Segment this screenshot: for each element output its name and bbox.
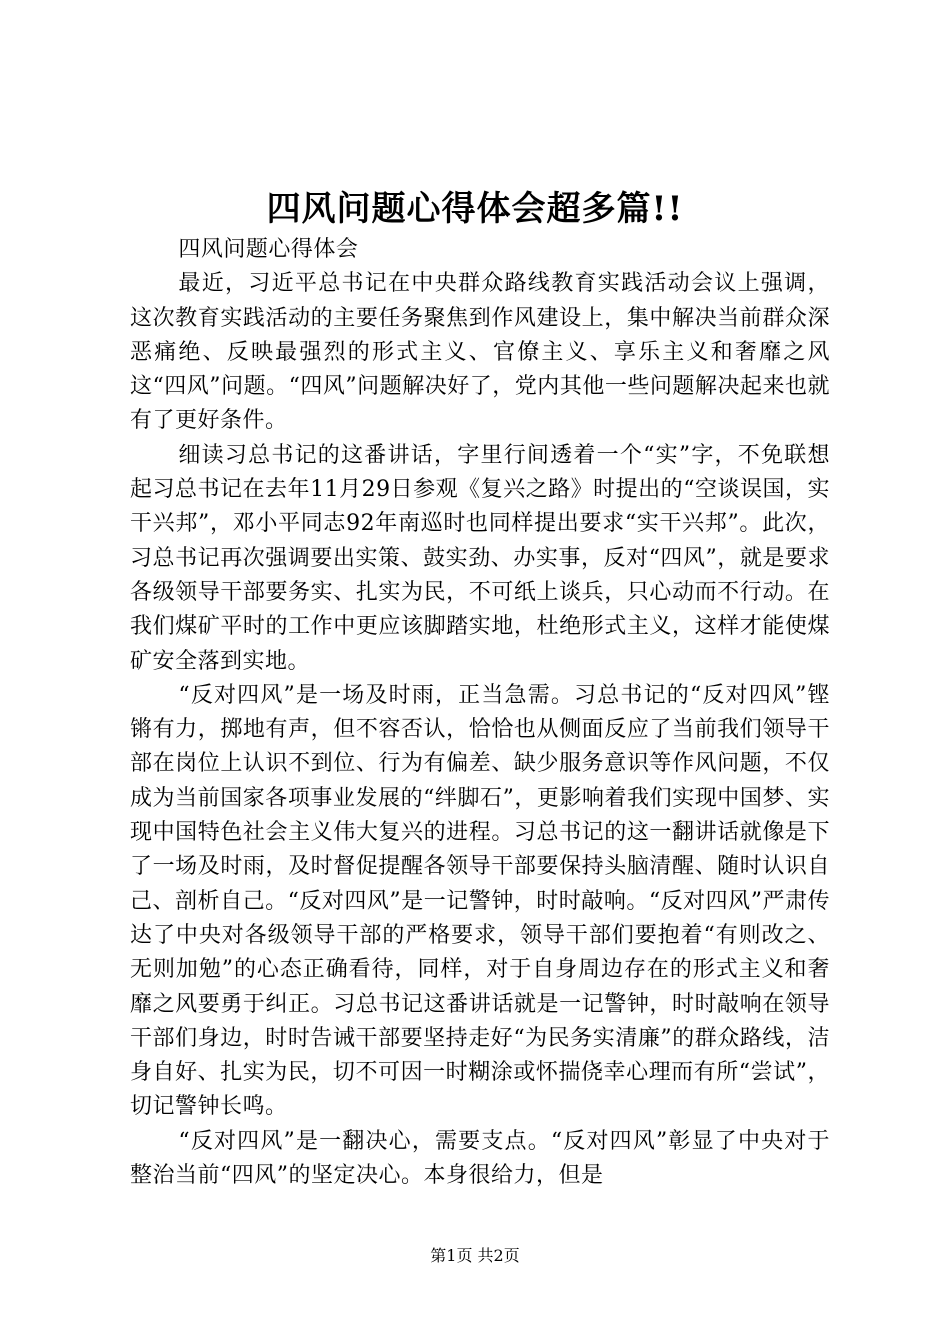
document-title: 四风问题心得体会超多篇!!	[266, 189, 684, 229]
section-subtitle: 四风问题心得体会	[178, 237, 359, 262]
paragraph-2: 细读习总书记的这番讲话，字里行间透着一个“实”字，不免联想起习总书记在去年11月29日参观《复兴之路》时提出的“空谈误国，实干兴邦”，邓小平同志92年南巡时也同样提出要求“实干兴邦”。此次，习总书记再次强调要出实策、鼓实劲、办实事，反对“四风”，就是要求各级领导干部要务实、扎实为民，不可纸上谈兵，只心动而不行动。在我们煤矿平时的工作中更应该脚踏实地，杜绝形式主义，这样才能使煤矿安全落到实地。	[130, 442, 830, 674]
paragraph-4: “反对四风”是一翻决心，需要支点。“反对四风”彰显了中央对于整治当前“四风”的坚定决心。本身很给力，但是	[130, 1128, 830, 1189]
page-number-footer: 第1页 共2页	[430, 1246, 520, 1265]
document-body	[130, 233, 830, 1193]
paragraph-1: 最近，习近平总书记在中央群众路线教育实践活动会议上强调，这次教育实践活动的主要任务聚焦到作风建设上，集中解决当前群众深恶痛绝、反映最强烈的形式主义、官僚主义、享乐主义和奢靡之风这“四风”问题。“四风”问题解决好了，党内其他一些问题解决起来也就有了更好条件。	[130, 271, 830, 434]
paragraph-3: “反对四风”是一场及时雨，正当急需。习总书记的“反对四风”铿锵有力，掷地有声，但不容否认，恰恰也从侧面反应了当前我们领导干部在岗位上认识不到位、行为有偏差、缺少服务意识等作风问题，不仅成为当前国家各项事业发展的“绊脚石”，更影响着我们实现中国梦、实现中国特色社会主义伟大复兴的进程。习总书记的这一翻讲话就像是下了一场及时雨，及时督促提醒各领导干部要保持头脑清醒、随时认识自己、剖析自己。“反对四风”是一记警钟，时时敲响。“反对四风”严肃传达了中央对各级领导干部的严格要求，领导干部们要抱着“有则改之、无则加勉”的心态正确看待，同样，对于自身周边存在的形式主义和奢靡之风要勇于纠正。习总书记这番讲话就是一记警钟，时时敲响在领导干部们身边，时时告诫干部要坚持走好“为民务实清廉”的群众路线，洁身自好、扎实为民，切不可因一时糊涂或怀揣侥幸心理而有所“尝试”，切记警钟长鸣。	[130, 682, 830, 1120]
